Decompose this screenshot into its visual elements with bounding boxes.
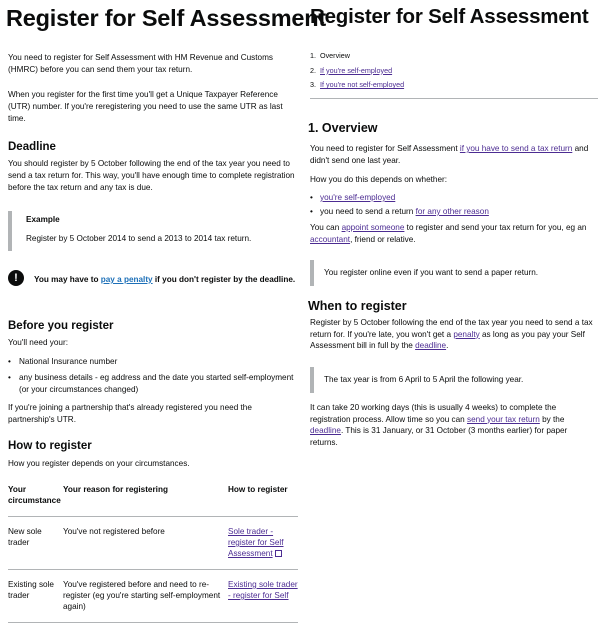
overview-list bbox=[310, 192, 596, 220]
column-header: Your reason for registering bbox=[63, 482, 228, 517]
before-heading: Before you register bbox=[8, 320, 114, 332]
table-cell: You've not registered before bbox=[63, 517, 228, 570]
divider bbox=[310, 98, 598, 99]
before-intro: You'll need your: bbox=[8, 338, 68, 347]
list-item: • National Insurance number bbox=[8, 356, 300, 368]
deadline-link[interactable]: deadline bbox=[310, 426, 341, 435]
deadline-paragraph: You should register by 5 October following the end of the tax year you need to send a tax return for. This way, you'll have enough time to complete registration before the tax return and any tax is due. bbox=[8, 159, 295, 192]
overview-heading: 1. Overview bbox=[308, 121, 378, 135]
tax-year-inset: The tax year is from 6 April to 5 April the following year. bbox=[310, 367, 596, 393]
warning-text: You may have to pay a penalty if you don't register by the deadline. bbox=[34, 275, 296, 284]
penalty-link[interactable]: penalty bbox=[453, 329, 480, 339]
example-text: Register by 5 October 2014 to send a 2013 to 2014 tax return. bbox=[26, 234, 252, 243]
overview-paragraph: You need to register for Self Assessment if you have to send a tax return and didn't send one last year. bbox=[310, 144, 589, 165]
depends-paragraph: How you do this depends on whether: bbox=[310, 175, 448, 184]
paper-return-inset: You register online even if you want to send a paper return. bbox=[310, 260, 596, 286]
table-cell: You've registered before and need to re-register (eg you're starting self-employment again) bbox=[63, 570, 228, 623]
penalty-link[interactable]: pay a penalty bbox=[100, 275, 153, 284]
contents-item-self-employed[interactable]: 2. If you're self-employed bbox=[310, 65, 393, 75]
list-item bbox=[310, 192, 596, 204]
table-row bbox=[8, 570, 298, 623]
deadline-link[interactable]: deadline bbox=[415, 341, 447, 350]
contents-list bbox=[310, 51, 404, 95]
appoint-someone-link[interactable]: appoint someone bbox=[341, 223, 405, 232]
table-header-row bbox=[8, 482, 298, 517]
contents-item-overview: 1. Overview bbox=[310, 51, 350, 60]
when-heading: When to register bbox=[308, 299, 407, 313]
send-tax-return-link[interactable]: send your tax return bbox=[467, 414, 540, 424]
when-paragraph: Register by 5 October following the end of the tax year you need to send a tax return for. If you're late, you won't get a penalty as long as you pay your Self Assessment bill in full by the deadline. bbox=[310, 318, 593, 350]
contents-item-not-self-employed[interactable]: 3. If you're not self-employed bbox=[310, 80, 405, 89]
sole-trader-register-link[interactable]: Sole trader - register for Self Assessment bbox=[228, 527, 284, 558]
right-page bbox=[302, 0, 600, 604]
column-header: Your circumstance bbox=[8, 482, 63, 517]
how-intro: How you register depends on your circumstances. bbox=[8, 459, 190, 468]
page-title: Register for Self Assessment bbox=[310, 5, 589, 28]
utr-paragraph: When you register for the first time you'll get a Unique Taxpayer Reference (UTR) number. If you're reregistering you need to use the same UTR as last time. bbox=[8, 90, 283, 123]
table-cell bbox=[228, 517, 298, 570]
processing-paragraph: It can take 20 working days (this is usually 4 weeks) to complete the registration process. Allow time so you can send your tax return by the deadline. This is 31 January, or 31 October (3 months earlier) for paper returns. bbox=[310, 403, 568, 447]
table-cell: Existing sole trader bbox=[8, 570, 63, 623]
registration-table bbox=[8, 482, 298, 623]
accountant-link[interactable]: accountant bbox=[310, 234, 351, 244]
self-employed-link[interactable]: you're self-employed bbox=[320, 193, 396, 202]
before-list bbox=[8, 356, 300, 400]
warning-icon: ! bbox=[8, 270, 24, 286]
partnership-paragraph: If you're joining a partnership that's already registered you need the partnership's UTR. bbox=[8, 403, 252, 424]
column-header: How to register bbox=[228, 482, 298, 517]
list-item: • any business details - eg address and the date you started self-employment (or your circumstances changed) bbox=[8, 372, 300, 396]
how-heading: How to register bbox=[8, 440, 92, 452]
page-title: Register for Self Assessment bbox=[6, 5, 327, 31]
penalty-warning bbox=[8, 270, 298, 300]
table-row bbox=[8, 517, 298, 570]
existing-sole-trader-link[interactable]: Existing sole trader - register for Self bbox=[228, 580, 298, 600]
table-cell bbox=[228, 570, 298, 623]
example-inset bbox=[8, 211, 298, 251]
tax-return-link[interactable]: if you have to send a tax return bbox=[459, 144, 573, 153]
list-item: • you need to send a return for any other reason bbox=[310, 206, 596, 218]
external-link-icon bbox=[275, 550, 282, 557]
intro-paragraph: You need to register for Self Assessment with HM Revenue and Customs (HMRC) before you can send them your tax return. bbox=[8, 53, 274, 74]
table-cell: New sole trader bbox=[8, 517, 63, 570]
example-title: Example bbox=[26, 215, 60, 224]
other-reason-link[interactable]: for any other reason bbox=[415, 207, 489, 216]
deadline-heading: Deadline bbox=[8, 141, 56, 153]
appoint-paragraph: You can appoint someone to register and send your tax return for you, eg an accountant, friend or relative. bbox=[310, 223, 587, 244]
